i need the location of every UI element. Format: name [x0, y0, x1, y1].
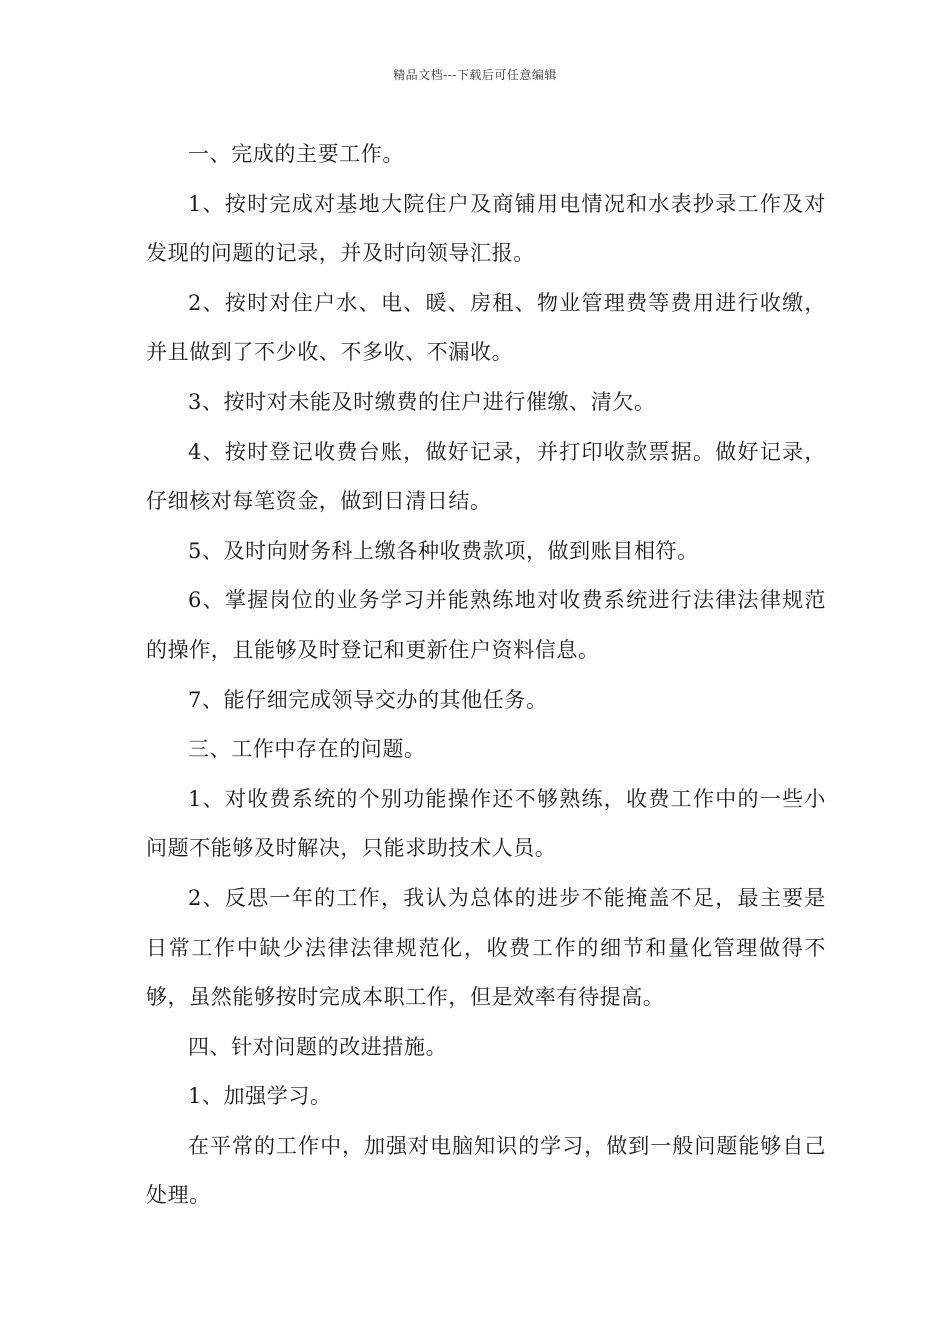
section-heading-completed-work: 一、完成的主要工作。: [188, 142, 404, 166]
page-header: 精品文档---下载后可任意编辑: [393, 68, 557, 82]
paragraph: 6、掌握岗位的业务学习并能熟练地对收费系统进行法律法律规范的操作，且能够及时登记和更新住户资料信息。: [146, 588, 826, 662]
paragraph: 7、能仔细完成领导交办的其他任务。: [188, 687, 548, 712]
paragraph: 2、反思一年的工作，我认为总体的进步不能掩盖不足，最主要是日常工作中缺少法律法律规范化，收费工作的细节和量化管理做得不够，虽然能够按时完成本职工作，但是效率有待提高。: [146, 885, 826, 1010]
document-body: [146, 130, 826, 1221]
paragraph: 1、按时完成对基地大院住户及商铺用电情况和水表抄录工作及对发现的问题的记录，并及时向领导汇报。: [146, 191, 826, 266]
paragraph: 1、对收费系统的个别功能操作还不够熟练，收费工作中的一些小问题不能够及时解决，只能求助技术人员。: [146, 786, 826, 861]
paragraph: 4、按时登记收费台账，做好记录，并打印收款票据。做好记录，仔细核对每笔资金，做到日清日结。: [146, 439, 826, 514]
paragraph: 1、加强学习。: [188, 1084, 332, 1109]
section-heading-problems: 三、工作中存在的问题。: [188, 737, 426, 762]
paragraph: 5、及时向财务科上缴各种收费款项，做到账目相符。: [188, 538, 699, 563]
paragraph: 在平常的工作中，加强对电脑知识的学习，做到一般问题能够自己处理。: [146, 1133, 826, 1208]
section-heading-improvements: 四、针对问题的改进措施。: [188, 1034, 448, 1059]
paragraph: 3、按时对未能及时缴费的住户进行催缴、清欠。: [188, 389, 656, 414]
paragraph: 2、按时对住户水、电、暖、房租、物业管理费等费用进行收缴，并且做到了不少收、不多收、不漏收。: [146, 290, 826, 365]
